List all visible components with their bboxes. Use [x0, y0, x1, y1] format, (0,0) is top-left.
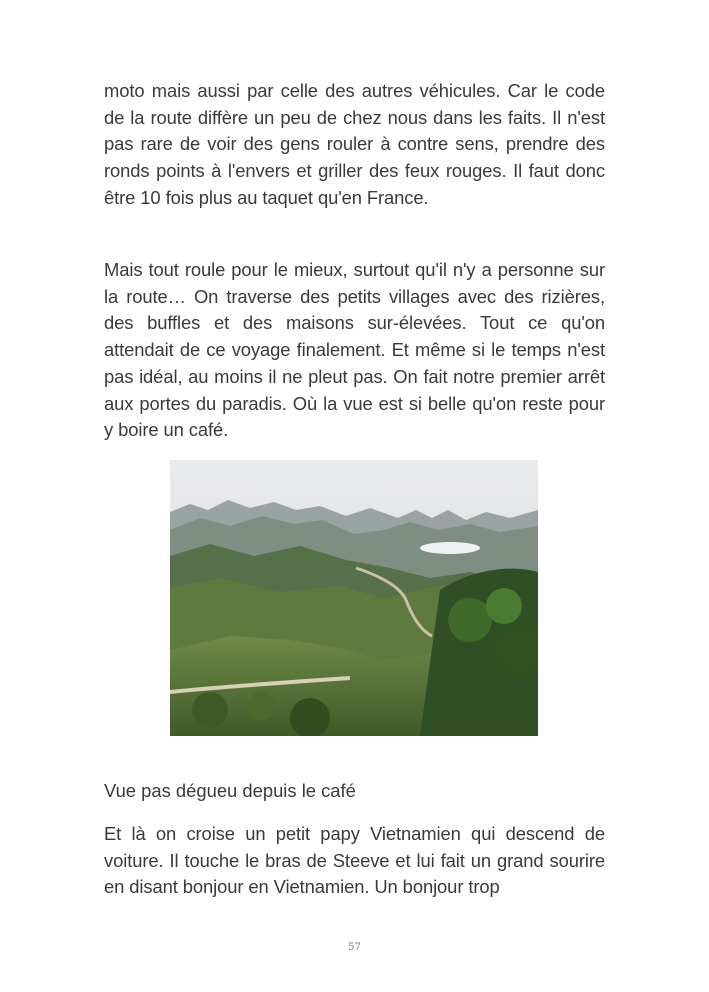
paragraph-3: Et là on croise un petit papy Vietnamien qui descend de voiture. Il touche le bras de Steeve et lui fait un grand sourire en disant bonjour en Vietnamien. Un bonjour trop — [104, 823, 605, 898]
paragraph-2: Mais tout roule pour le mieux, surtout qu'il n'y a personne sur la route… On traverse des petits villages avec des rizières, des buffles et des maisons sur-élevées. Tout ce qu'on attendait de ce voyage finalement. Et même si le temps n'est pas idéal, au moins il ne pleut pas. On fait notre premier arrêt aux portes du paradis. Où la vue est si belle qu'on reste pour y boire un café. — [104, 259, 605, 441]
paragraph-1: moto mais aussi par celle des autres véhicules. Car le code de la route diffère un peu de chez nous dans les faits. Il n'est pas rare de voir des gens rouler à contre sens, prendre des ronds points à l'envers et griller des feux rouges. Il faut donc être 10 fois plus au taquet qu'en France. — [104, 80, 605, 208]
page-number: 57 — [348, 942, 361, 953]
landscape-photo — [170, 460, 538, 736]
photo-caption: Vue pas dégueu depuis le café — [104, 780, 356, 801]
